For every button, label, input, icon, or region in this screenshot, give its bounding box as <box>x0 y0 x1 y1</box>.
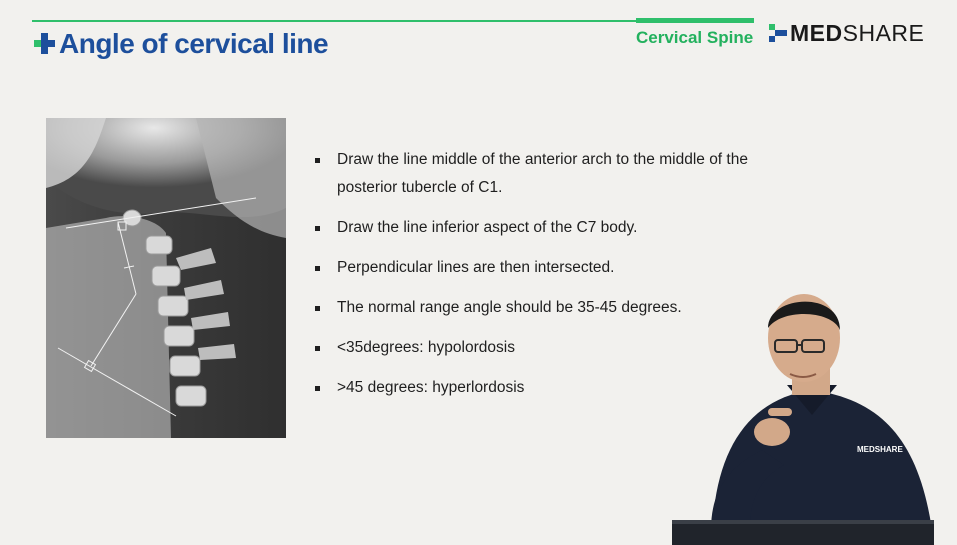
header-accent-line <box>636 18 754 23</box>
bullet-item: >45 degrees: hyperlordosis <box>315 374 775 402</box>
bullet-item: Draw the line middle of the anterior arch to the middle of the posterior tubercle of C1. <box>315 146 775 202</box>
medshare-cross-icon <box>34 33 56 55</box>
presenter-video <box>672 290 957 545</box>
section-label: Cervical Spine <box>636 28 754 47</box>
title-block <box>34 28 328 60</box>
page-title: Angle of cervical line <box>59 28 329 59</box>
brand-logo <box>769 20 924 47</box>
bullet-item: The normal range angle should be 35-45 degrees. <box>315 294 775 322</box>
medshare-logo-icon <box>769 24 787 44</box>
brand-bold: MED <box>790 20 843 46</box>
brand-light: SHARE <box>842 20 925 46</box>
bullet-item: <35degrees: hypolordosis <box>315 334 775 362</box>
bullet-item: Draw the line inferior aspect of the C7 body. <box>315 214 775 242</box>
bullet-item: Perpendicular lines are then intersected. <box>315 254 775 282</box>
shirt-logo: MEDSHARE <box>857 445 903 454</box>
cervical-xray-image <box>46 118 286 438</box>
